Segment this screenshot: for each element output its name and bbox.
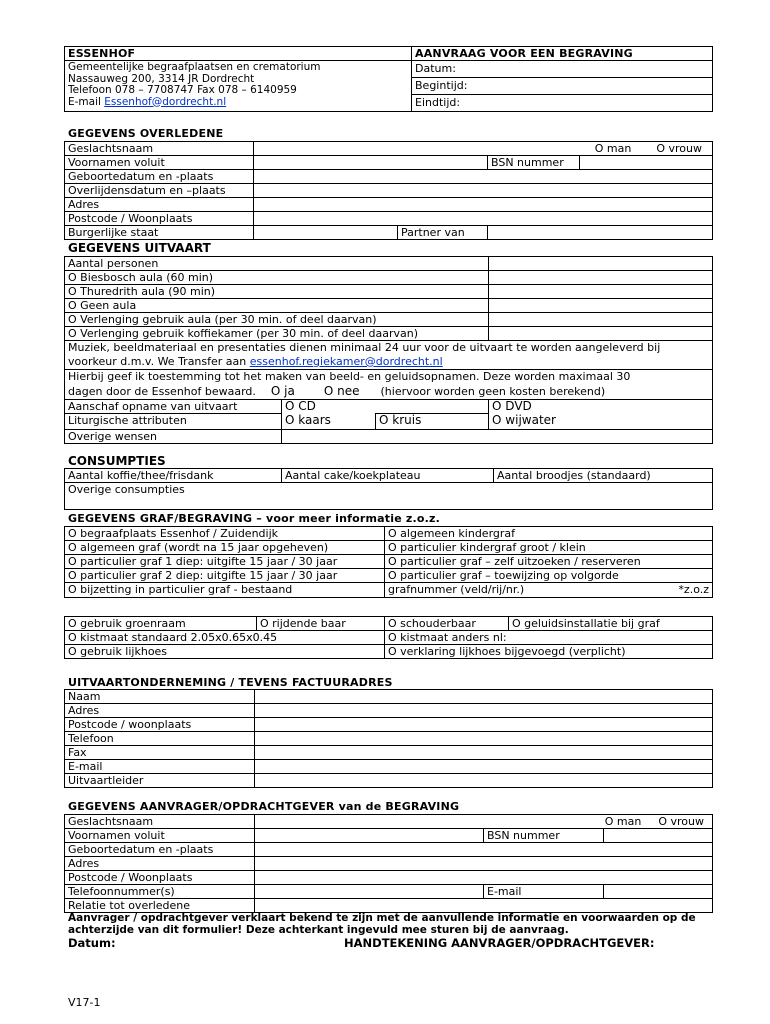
aanvrager-option-vrouw[interactable]: O vrouw (658, 815, 705, 828)
aanschaf-label: Aanschaf opname van uitvaart (65, 400, 282, 414)
option-schouderbaar[interactable]: O schouderbaar (385, 617, 509, 631)
org-email-link[interactable]: Essenhof@dordrecht.nl (104, 95, 227, 108)
option-thuredrith[interactable]: O Thuredrith aula (90 min) (65, 285, 489, 299)
aanvrager-email-field[interactable] (604, 885, 713, 899)
request-title: AANVRAAG VOOR EEN BEGRAVING (412, 47, 713, 61)
graf-extra-table (64, 616, 712, 659)
aanvrager-geslachtsnaam-label: Geslachtsnaam (65, 815, 255, 829)
graf-title: GEGEVENS GRAF/BEGRAVING – voor meer informatie z.o.z. (68, 512, 441, 525)
option-verlenging-koffie[interactable]: O Verlenging gebruik koffiekamer (per 30 min. of deel daarvan) (65, 327, 489, 341)
graf-right-option[interactable]: O particulier graf – toewijzing op volgorde (385, 569, 713, 583)
postcode-label: Postcode / Woonplaats (65, 212, 254, 226)
aanvrager-postcode-label: Postcode / Woonplaats (65, 871, 255, 885)
aanvrager-relatie-field[interactable] (255, 899, 713, 913)
zoz-note: *z.o.z (678, 583, 709, 596)
onderneming-label: Naam (65, 690, 255, 704)
regiekamer-email-link[interactable]: essenhof.regiekamer@dordrecht.nl (249, 355, 443, 368)
burgerlijke-staat-field[interactable] (254, 226, 398, 240)
overledene-table (64, 141, 712, 240)
cake-field[interactable]: Aantal cake/koekplateau (282, 469, 494, 483)
onderneming-field[interactable] (255, 746, 713, 760)
aanvrager-bsn-field[interactable] (604, 829, 713, 843)
option-ja[interactable]: O ja (270, 384, 295, 398)
biesbosch-field[interactable] (489, 271, 713, 285)
adres-label: Adres (65, 198, 254, 212)
aantal-personen-label: Aantal personen (65, 257, 489, 271)
uitvaart-table (64, 256, 712, 444)
geboorte-field[interactable] (254, 170, 713, 184)
consumpties-table (64, 468, 712, 510)
option-dvd[interactable]: O DVD (489, 400, 713, 414)
partner-field[interactable] (488, 226, 713, 240)
geslachtsnaam-field[interactable] (254, 142, 713, 156)
org-title: ESSENHOF (65, 47, 412, 61)
graf-left-option[interactable]: O particulier graf 1 diep: uitgifte 15 jaar / 30 jaar (65, 555, 385, 569)
uitvaart-title: GEGEVENS UITVAART (68, 241, 211, 255)
onderneming-field[interactable] (255, 704, 713, 718)
option-geluidsinstallatie[interactable]: O geluidsinstallatie bij graf (509, 617, 713, 631)
option-verklaring-lijkhoes[interactable]: O verklaring lijkhoes bijgevoegd (verplicht) (385, 645, 713, 659)
graf-left-option[interactable]: O algemeen graf (wordt na 15 jaar opgeheven) (65, 541, 385, 555)
header-block (64, 46, 712, 112)
option-verlenging-aula[interactable]: O Verlenging gebruik aula (per 30 min. of deel daarvan) (65, 313, 489, 327)
onderneming-label: E-mail (65, 760, 255, 774)
option-wijwater[interactable]: O wijwater (489, 414, 713, 430)
aanvrager-geboorte-field[interactable] (255, 843, 713, 857)
aanvrager-voornamen-field[interactable] (255, 829, 484, 843)
org-address: Gemeentelijke begraafplaatsen en crematorium Nassauweg 200, 3314 JR Dordrecht Telefoon 078 – 7708747 Fax 078 – 6140959 E-mail Essenhof@dordrecht.nl (65, 61, 412, 112)
option-kistmaat-standaard[interactable]: O kistmaat standaard 2.05x0.65x0.45 (65, 631, 385, 645)
grafnummer-field[interactable]: grafnummer (veld/rij/nr.) *z.o.z (385, 583, 713, 598)
aanvrager-geslachtsnaam-field[interactable] (255, 815, 713, 829)
graf-left-option[interactable]: O bijzetting in particulier graf - bestaand (65, 583, 385, 598)
begintijd-field[interactable]: Begintijd: (412, 78, 713, 95)
verlenging-aula-field[interactable] (489, 313, 713, 327)
toestemming-info: Hierbij geef ik toestemming tot het maken van beeld- en geluidsopnamen. Deze worden maximaal 30 dagen door de Essenhof bewaard. O ja O nee (hiervoor worden geen kosten berekend) (65, 370, 713, 400)
version-label: V17-1 (68, 996, 101, 1009)
geen-aula-field[interactable] (489, 299, 713, 313)
option-kruis[interactable]: O kruis (376, 414, 489, 430)
graf-right-option[interactable]: O particulier kindergraf groot / klein (385, 541, 713, 555)
option-nee[interactable]: O nee (323, 384, 360, 398)
graf-left-option[interactable]: O begraafplaats Essenhof / Zuidendijk (65, 527, 385, 541)
onderneming-field[interactable] (255, 718, 713, 732)
option-kaars[interactable]: O kaars (282, 414, 376, 430)
option-lijkhoes[interactable]: O gebruik lijkhoes (65, 645, 385, 659)
geboorte-label: Geboortedatum en -plaats (65, 170, 254, 184)
overige-wensen-field[interactable] (282, 430, 713, 444)
handtekening-label[interactable]: HANDTEKENING AANVRAGER/OPDRACHTGEVER: (344, 936, 655, 950)
geslachtsnaam-label: Geslachtsnaam (65, 142, 254, 156)
onderneming-field[interactable] (255, 760, 713, 774)
postcode-field[interactable] (254, 212, 713, 226)
datum-field[interactable]: Datum: (412, 61, 713, 78)
graf-table (64, 526, 712, 598)
aanvrager-voornamen-label: Voornamen voluit (65, 829, 255, 843)
onderneming-table (64, 689, 712, 788)
overige-consumpties-field[interactable]: Overige consumpties (65, 483, 713, 510)
aanvrager-telefoon-label: Telefoonnummer(s) (65, 885, 255, 899)
muziek-info: Muziek, beeldmateriaal en presentaties dienen minimaal 24 uur voor de uitvaart te worden aangeleverd bij voorkeur d.m.v. We Transfer aan essenhof.regiekamer@dordrecht.nl (65, 341, 713, 370)
option-rijdende-baar[interactable]: O rijdende baar (257, 617, 385, 631)
option-biesbosch[interactable]: O Biesbosch aula (60 min) (65, 271, 489, 285)
onderneming-field[interactable] (255, 690, 713, 704)
overlijden-field[interactable] (254, 184, 713, 198)
partner-label: Partner van (398, 226, 488, 240)
aanvrager-geboorte-label: Geboortedatum en -plaats (65, 843, 255, 857)
eindtijd-field[interactable]: Eindtijd: (412, 95, 713, 112)
onderneming-label: Uitvaartleider (65, 774, 255, 788)
overige-wensen-label: Overige wensen (65, 430, 282, 444)
verlenging-koffie-field[interactable] (489, 327, 713, 341)
option-kistmaat-anders[interactable]: O kistmaat anders nl: (385, 631, 713, 645)
aanvrager-telefoon-field[interactable] (255, 885, 484, 899)
option-geen-aula[interactable]: O Geen aula (65, 299, 489, 313)
aanvrager-table (64, 814, 712, 913)
bsn-label: BSN nummer (488, 156, 580, 170)
liturgische-label: Liturgische attributen (65, 414, 282, 430)
datum-signature-label[interactable]: Datum: (68, 936, 116, 950)
graf-right-option[interactable]: O algemeen kindergraf (385, 527, 713, 541)
graf-left-option[interactable]: O particulier graf 2 diep: uitgifte 15 jaar / 30 jaar (65, 569, 385, 583)
voornamen-label: Voornamen voluit (65, 156, 254, 170)
aanvrager-title: GEGEVENS AANVRAGER/OPDRACHTGEVER van de BEGRAVING (68, 800, 460, 813)
onderneming-field[interactable] (255, 774, 713, 788)
consumpties-title: CONSUMPTIES (68, 454, 166, 468)
onderneming-label: Adres (65, 704, 255, 718)
aanvrager-relatie-label: Relatie tot overledene (65, 899, 255, 913)
aantal-personen-field[interactable] (489, 257, 713, 271)
aanvrager-postcode-field[interactable] (255, 871, 713, 885)
aanvrager-adres-label: Adres (65, 857, 255, 871)
koffie-field[interactable]: Aantal koffie/thee/frisdank (65, 469, 282, 483)
voornamen-field[interactable] (254, 156, 488, 170)
onderneming-title: UITVAARTONDERNEMING / TEVENS FACTUURADRES (68, 676, 393, 689)
voorwaarden-verklaring: Aanvrager / opdrachtgever verklaart bekend te zijn met de aanvullende informatie en voorwaarden op de achterzijde van dit formulier! Deze achterkant ingevuld mee sturen bij de aanvraag. (68, 912, 696, 936)
onderneming-label: Postcode / woonplaats (65, 718, 255, 732)
option-cd[interactable]: O CD (282, 400, 489, 414)
bsn-field[interactable] (580, 156, 713, 170)
overledene-title: GEGEVENS OVERLEDENE (68, 127, 224, 140)
aanvrager-option-man[interactable]: O man (604, 815, 642, 828)
broodjes-field[interactable]: Aantal broodjes (standaard) (494, 469, 713, 483)
option-vrouw[interactable]: O vrouw (656, 142, 702, 155)
burgerlijke-staat-label: Burgerlijke staat (65, 226, 254, 240)
onderneming-field[interactable] (255, 732, 713, 746)
graf-right-option[interactable]: O particulier graf – zelf uitzoeken / reserveren (385, 555, 713, 569)
aanvrager-email-label: E-mail (484, 885, 604, 899)
aanvrager-bsn-label: BSN nummer (484, 829, 604, 843)
option-man[interactable]: O man (594, 142, 632, 155)
onderneming-label: Telefoon (65, 732, 255, 746)
option-groenraam[interactable]: O gebruik groenraam (65, 617, 257, 631)
onderneming-label: Fax (65, 746, 255, 760)
aanvrager-adres-field[interactable] (255, 857, 713, 871)
overlijden-label: Overlijdensdatum en –plaats (65, 184, 254, 198)
thuredrith-field[interactable] (489, 285, 713, 299)
adres-field[interactable] (254, 198, 713, 212)
